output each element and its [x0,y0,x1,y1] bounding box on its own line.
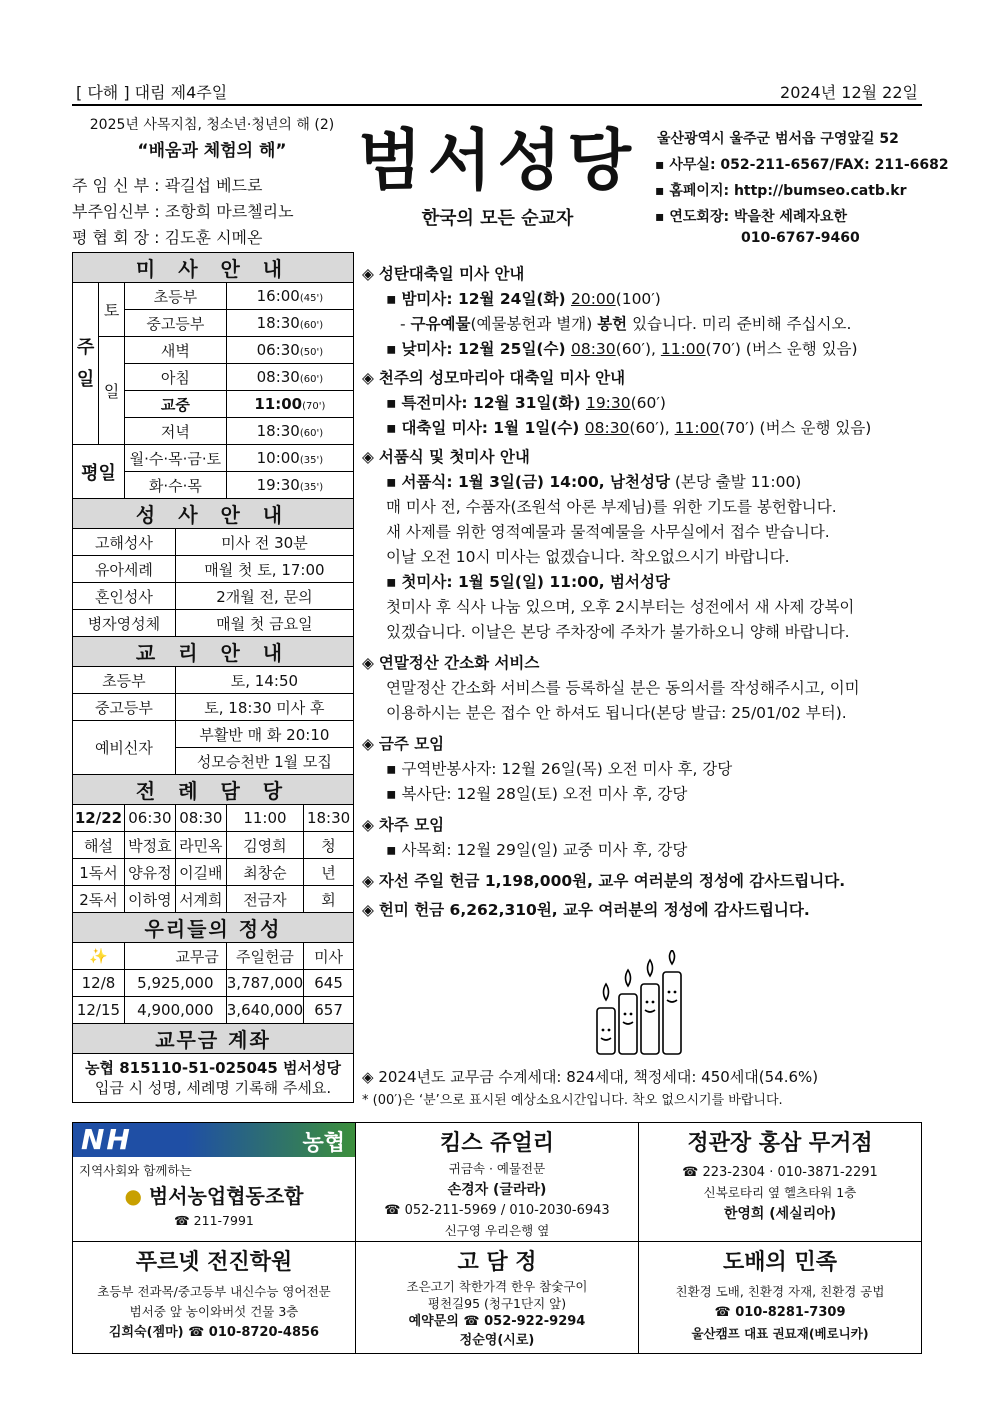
liturgy-date: 12/22 [73,805,125,832]
ad-line: ☎ 052-211-5969 / 010-2030-6943 [384,1203,610,1218]
liturgy-time: 11:00 [226,805,303,832]
next-week-title: ◈ 차주 모임 [362,813,924,838]
ad-ginseng [639,1123,922,1242]
ad-name: ● 범서농업협동조합 [124,1184,304,1208]
ad-line: 손경자 (글라라) [447,1182,547,1198]
homepage: ▪ 홈페이지: http://bumseo.catb.kr [655,178,925,204]
tax-detail-2: 이용하시는 분은 접수 안 하셔도 됩니다(본당 발급: 25/01/02 부터). [386,704,847,722]
liturgy-time: 18:30 [304,805,354,832]
ad-name: 도배의 민족 [723,1250,837,1275]
ad-line: 친환경 도배, 친환경 자재, 친환경 공법 [675,1284,885,1299]
first-mass-detail-2: 있겠습니다. 이날은 본당 주차장에 주차가 불가하오니 양해 바랍니다. [386,623,850,641]
nh-logo: NH 농협 [73,1123,355,1157]
sacrament-value: 2개월 전, 문의 [175,583,353,610]
catechumen-class: 성모승천반 1월 모집 [175,748,353,775]
mass-time: 06:30(50') [226,337,353,364]
ad-line: ☎ 223-2304 · 010-3871-2291 [682,1165,878,1180]
pastoral-motto: “배움과 체험의 해” [137,141,287,161]
mass-name: 월·수·목·금·토 [124,445,226,472]
sacrament-value: 미사 전 30분 [175,529,353,556]
tax-detail-1: 연말정산 간소화 서비스를 등록하실 분은 동의서를 작성해주시고, 이미 [386,679,860,697]
sacrament-value: 매월 첫 금요일 [175,610,353,637]
offering-header-sunday: 주일헌금 [226,943,303,970]
vigil-mass: ▪ 특전미사: 12월 31일(화) 19:30(60′) [362,391,924,416]
next-week-meeting: ▪ 사목회: 12월 29일(일) 교중 미사 후, 강당 [362,838,924,863]
office-phone: ▪ 사무실: 052-211-6567/FAX: 211-6682 [655,152,925,178]
christmas-eve-mass: ▪ 밤미사: 12월 24일(화) 20:00(100′) [362,287,924,312]
catechism-name: 중고등부 [73,694,176,721]
liturgy-time: 08:30 [175,805,226,832]
offering-header-mass: 미사 [304,943,354,970]
catechumen-label: 예비신자 [73,721,176,775]
ad-nh-bank [73,1123,356,1242]
header-right [655,126,949,246]
account-number: 농협 815110-51-025045 범서성당 [85,1059,341,1077]
charity-offering: ◈ 자선 주일 헌금 1,198,000원, 교우 여러분의 정성에 감사드립니다. [362,869,924,894]
info-table [72,252,354,1103]
catechism-section-title: 교 리 안 내 [73,637,354,667]
ordination-no-mass: 이날 오전 10시 미사는 없겠습니다. 착오없으시기 바랍니다. [386,548,790,566]
assistant-pastor: 부주임신부 : 조항희 마르첼리노 [72,202,294,221]
christmas-day-mass: ▪ 낮미사: 12월 25일(수) 08:30(60′), 11:00(70′) (버스 운행 있음) [362,337,924,362]
catechism-name: 초등부 [73,667,176,694]
liturgy-role: 1독서 [73,859,125,886]
ad-godamjeong [356,1242,639,1354]
leader-phone: 010-6767-9460 [741,230,860,246]
mass-time: 19:30(35') [226,472,353,499]
ad-name: 고 담 정 [457,1250,537,1275]
liturgy-person: 양유정 [124,859,175,886]
ad-purunet-academy [73,1242,356,1354]
sacrament-name: 고해성사 [73,529,176,556]
ad-wallpaper [639,1242,922,1354]
this-week-meeting: ▪ 구역반봉사자: 12월 26일(목) 오전 미사 후, 강당 [362,757,924,782]
dues-stats: ◈ 2024년도 교무금 수계세대: 824세대, 책정세대: 450세대(54.6%) [362,1066,924,1089]
mass-time: 10:00(35') [226,445,353,472]
mass-name: 교중 [124,391,226,418]
ad-line: 신복로타리 옆 헬츠타워 1층 [703,1185,857,1200]
church-address: 울산광역시 울주군 범서읍 구영앞길 52 [657,131,899,147]
council-president: 평 협 회 장 : 김도훈 시메온 [72,228,263,247]
catechism-value: 토, 18:30 미사 후 [175,694,353,721]
liturgy-person: 박정효 [124,832,175,859]
mass-time: 16:00(45') [226,283,353,310]
notices [362,258,924,923]
first-mass-detail-1: 첫미사 후 식사 나눔 있으며, 오후 2시부터는 성전에서 새 사제 강복이 [386,598,855,616]
liturgy-person: 라민옥 [175,832,226,859]
christmas-title: ◈ 성탄대축일 미사 안내 [362,262,924,287]
sacrament-section-title: 성 사 안 내 [73,499,354,529]
offering-dues: 5,925,000 [124,970,226,997]
crib-offering: - 구유예물(예물봉헌과 별개) 봉헌 있습니다. 미리 준비해 주십시오. [400,315,852,333]
mass-time: 11:00(70') [226,391,353,418]
leader: ▪ 연도회장: 박을찬 세례자요한 [655,204,925,230]
weekday-label: 평일 [73,445,125,499]
sunday-day-label: 일 [99,337,125,445]
advertisements [72,1122,922,1354]
liturgy-person: 청 [304,832,354,859]
offering-header-dues-label: 교무금 [175,943,226,970]
liturgy-role: 해설 [73,832,125,859]
liturgy-person: 년 [304,859,354,886]
liturgy-person: 서계희 [175,886,226,913]
liturgy-person: 최창순 [226,859,303,886]
offering-date: 12/8 [73,970,125,997]
ad-line: 한영희 (세실리아) [723,1206,837,1222]
ad-line: 초등부 전과목/중고등부 내신수능 영어전문 [97,1284,331,1299]
header-left [72,114,352,251]
account-section-title: 교무금 계좌 [73,1024,354,1054]
first-mass: ▪ 첫미사: 1월 5일(일) 11:00, 범서성당 [362,570,924,595]
offering-section-title: 우리들의 정성 [73,913,354,943]
account-info [73,1054,354,1103]
sacrament-value: 매월 첫 토, 17:00 [175,556,353,583]
staff-list [72,173,352,251]
offering-sunday: 3,787,000 [226,970,303,997]
tax-title: ◈ 연말정산 간소화 서비스 [362,651,924,676]
mary-feast-title: ◈ 천주의 성모마리아 대축일 미사 안내 [362,366,924,391]
ad-name: 킴스 쥬얼리 [440,1131,554,1156]
sunday-label: 주일 [73,283,99,445]
mass-name: 중고등부 [124,310,226,337]
liturgy-person: 이하영 [124,886,175,913]
this-week-title: ◈ 금주 모임 [362,732,924,757]
ordination-prayer: 매 미사 전, 수품자(조원석 아론 부제님)를 위한 기도를 봉헌합니다. [386,498,837,516]
mass-time: 18:30(60') [226,310,353,337]
ad-kims-jewelry [356,1123,639,1242]
ad-line: ☎ 211-7991 [174,1213,254,1228]
ad-line: 신구영 우리은행 옆 [444,1223,550,1238]
offering-sunday: 3,640,000 [226,997,303,1024]
offering-dues: 4,900,000 [124,997,226,1024]
offering-mass: 657 [304,997,354,1024]
ad-name: 푸르넷 전진학원 [135,1250,293,1275]
liturgy-role: 2독서 [73,886,125,913]
ad-line: ☎ 010-8281-7309 [714,1305,846,1320]
catechumen-class: 부활반 매 화 20:10 [175,721,353,748]
mass-name: 화·수·목 [124,472,226,499]
ad-line: 조은고기 착한가격 한우 참숯구이 [406,1279,588,1294]
ordination-gifts: 새 사제를 위한 영적예물과 물적예물을 사무실에서 접수 받습니다. [386,523,830,541]
mass-time: 08:30(60') [226,364,353,391]
liturgy-person: 회 [304,886,354,913]
liturgy-section-title: 전 례 담 당 [73,775,354,805]
offering-header-dues [124,943,175,970]
church-patron: 한국의 모든 순교자 [421,208,574,229]
this-week-meeting: ▪ 복사단: 12월 28일(토) 오전 미사 후, 강당 [362,782,924,807]
ad-line: 귀금속 · 예물전문 [448,1161,546,1176]
liturgy-person: 김영희 [226,832,303,859]
mass-time: 18:30(60') [226,418,353,445]
liturgy-person: 이길배 [175,859,226,886]
liturgy-time: 06:30 [124,805,175,832]
sparkle-icon: ✨ [73,943,125,970]
header-center [355,118,640,230]
ad-line: 범서중 앞 농이와버섯 건물 3층 [129,1304,299,1319]
liturgical-week: [ 다해 ] 대림 제4주일 [76,83,228,102]
ad-line: 평천길95 (청구1단지 앞) [427,1296,567,1311]
mass-section-title: 미 사 안 내 [73,253,354,283]
mass-name: 저녁 [124,418,226,445]
bulletin-date: 2024년 12월 22일 [780,83,918,102]
ordination-title: ◈ 서품식 및 첫미사 안내 [362,445,924,470]
ordination-info: ▪ 서품식: 1월 3일(금) 14:00, 남천성당 (본당 출발 11:00) [362,470,924,495]
saturday-label: 토 [99,283,125,337]
ad-name: 정관장 홍삼 무거점 [687,1131,873,1156]
ad-line: 예약문의 ☎ 052-922-9294 [408,1314,586,1329]
mass-name: 초등부 [124,283,226,310]
mass-name: 아침 [124,364,226,391]
ad-line: 정순영(시로) [459,1333,535,1348]
feast-mass: ▪ 대축일 미사: 1월 1일(수) 08:30(60′), 11:00(70′) (버스 운행 있음) [362,416,924,441]
advent-candles-icon [592,950,692,1060]
ad-line: 김희숙(젬마) ☎ 010-8720-4856 [108,1325,320,1340]
duration-note: * (00′)은 ‘분’으로 표시된 예상소요시간입니다. 착오 없으시기를 바랍니다. [362,1093,783,1108]
catechism-value: 토, 14:50 [175,667,353,694]
sacrament-name: 혼인성사 [73,583,176,610]
liturgy-person: 전금자 [226,886,303,913]
offering-date: 12/15 [73,997,125,1024]
nh-emblem-icon: ● [124,1184,142,1208]
top-bar [72,78,922,106]
account-instruction: 입금 시 성명, 세례명 기록해 주세요. [94,1079,332,1097]
bottom-notices [362,1066,924,1112]
ad-line: 울산캠프 대표 권묘재(베로니카) [691,1326,869,1341]
mass-name: 새벽 [124,337,226,364]
offering-mass: 645 [304,970,354,997]
sacrament-name: 유아세례 [73,556,176,583]
pastoral-guideline: 2025년 사목지침, 청소년·청년의 해 (2) [89,117,335,133]
pastor: 주 임 신 부 : 곽길섭 베드로 [72,176,263,195]
church-name: 범서성당 [357,121,638,199]
sacrament-name: 병자영성체 [73,610,176,637]
ad-line: 지역사회와 함께하는 [79,1163,192,1178]
rice-offering: ◈ 헌미 헌금 6,262,310원, 교우 여러분의 정성에 감사드립니다. [362,898,924,923]
